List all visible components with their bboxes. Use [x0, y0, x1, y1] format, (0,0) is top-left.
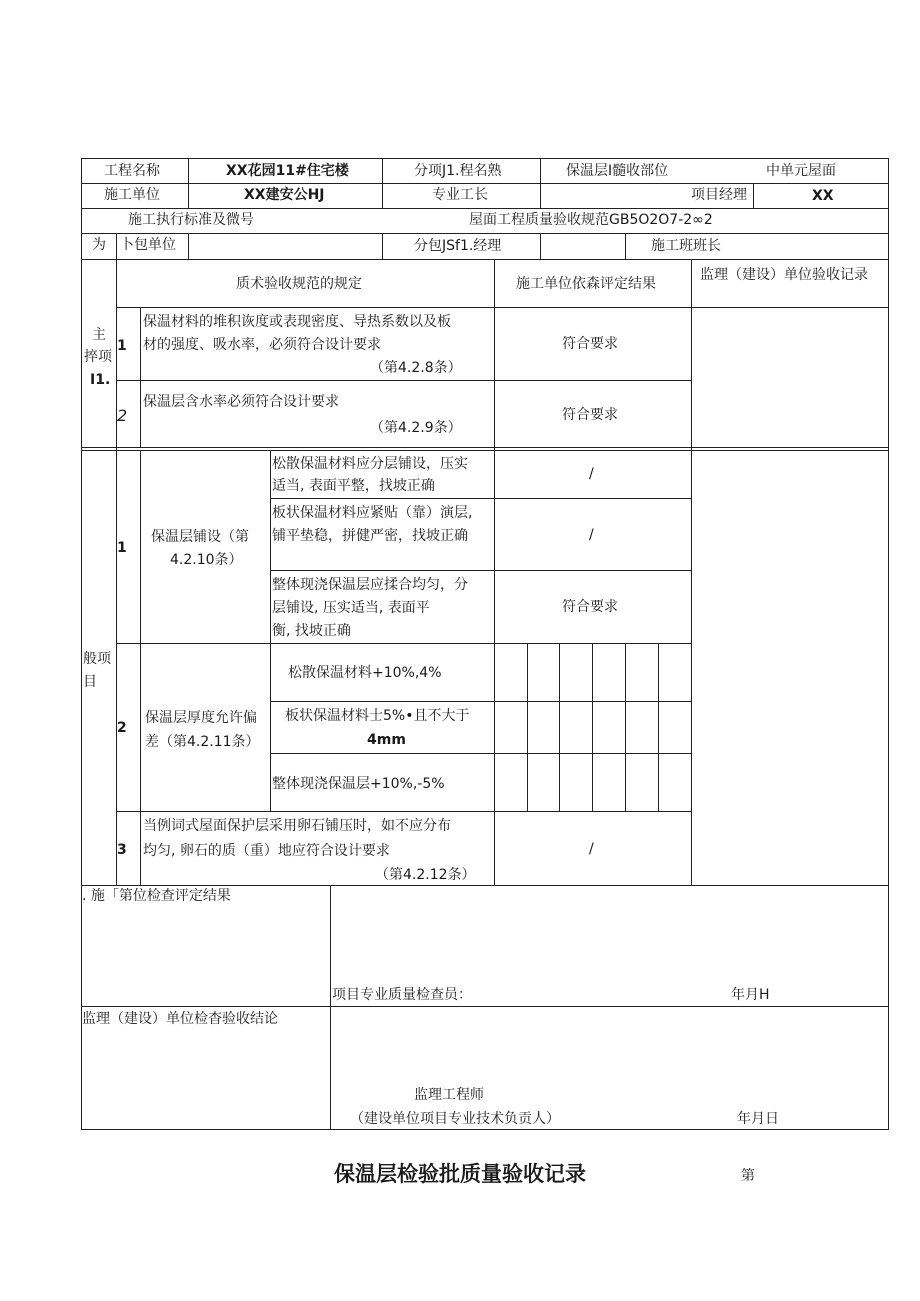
- general-group-1-no: 1: [117, 540, 127, 556]
- project-manager-value: XX: [812, 188, 834, 204]
- main-item-1-result: 符合要求: [562, 336, 618, 352]
- standard-label: 施工执行标准及微号: [128, 212, 254, 228]
- col-contractor-header: 施工单位依森评定结果: [516, 276, 656, 292]
- contractor-date: 年月H: [731, 987, 770, 1003]
- general-group-1-title-2: 4.2.10条）: [170, 552, 243, 568]
- main-items-label-3: I1.: [90, 372, 111, 388]
- supervisor-date: 年月日: [737, 1111, 779, 1127]
- main-item-2-clause: （第4.2.9条）: [370, 420, 462, 436]
- subcontract-manager-label: 分包JSf1.经理: [414, 238, 502, 254]
- project-name-value: XX花园11#住宅楼: [226, 163, 349, 179]
- general-1b-line2: 铺平垫稳，拼健严密，找坡正确: [272, 528, 468, 544]
- general-group-2-title-2: 差（第4.2.11条）: [145, 734, 260, 750]
- general-item-3-line2: 均匀, 卵石的质（重）地应符合设计要求: [143, 843, 390, 859]
- construction-unit-value: XX建安公HJ: [244, 187, 325, 203]
- inspection-part-label: 保温层I髓收部位: [566, 163, 669, 179]
- project-name-label: 工程名称: [104, 163, 160, 179]
- general-item-3-clause: （第4.2.12条）: [375, 867, 476, 883]
- contractor-inspector-label: 项目专业质量检查员：: [332, 987, 472, 1003]
- general-1b-line1: 板状保温材料应紧贴（靠）演层,: [272, 505, 473, 521]
- foreman-label: 专业工长: [432, 187, 488, 203]
- general-1c-line1: 整体现浇保温层应揉合均匀，分: [272, 577, 468, 593]
- col-supervisor-header: 监理（建设）单位验收记录: [700, 267, 868, 283]
- subcontract-prefix: 为: [92, 237, 106, 253]
- general-1a-line1: 松散保温材料应分层铺设，压实: [272, 456, 468, 472]
- project-manager-label: 项目经理: [691, 187, 747, 203]
- main-item-1-clause: （第4.2.8条）: [370, 360, 462, 376]
- general-group-2-no: 2: [117, 720, 127, 736]
- supervisor-rep-label: （建设单位项目专业技术负贡人）: [350, 1111, 560, 1127]
- general-item-3-line1: 当例词式屋面保护层采用卵石铺压时，如不应分布: [143, 818, 451, 834]
- general-2b-line1: 板状保温材料士5%•且不大于: [285, 708, 470, 724]
- supervisor-engineer-label: 监理工程师: [414, 1087, 484, 1103]
- team-leader-label: 施工班班长: [651, 238, 721, 254]
- general-1a-line2: 适当, 表面平整，找坡正确: [272, 478, 435, 494]
- main-item-1-line2: 材的强度、吸水率，必须符合设计要求: [143, 337, 381, 353]
- general-1c-line3: 衡, 找坡正确: [272, 623, 351, 639]
- general-1c-result: 符合要求: [562, 599, 618, 615]
- document-title: 保温层检验批质量验收记录: [334, 1162, 586, 1186]
- main-items-label-1: 主: [92, 327, 106, 343]
- general-2c-line1: 整体现浇保温层+10%,-5%: [272, 776, 445, 792]
- main-item-2-result: 符合要求: [562, 407, 618, 423]
- general-item-3-no: 3: [117, 842, 127, 858]
- general-2b-line2: 4mm: [367, 732, 406, 748]
- sub-project-label: 分项J1.程名熟: [414, 163, 502, 179]
- main-item-1-line1: 保温材料的堆积诙度或表现密度、导热系数以及板: [143, 314, 451, 330]
- subcontract-unit-label: 卜包单位: [120, 237, 176, 253]
- main-items-label-2: 捽项: [84, 349, 112, 365]
- general-2a-line1: 松散保温材料+10%,4%: [288, 665, 442, 681]
- main-item-1-no: 1: [117, 338, 127, 354]
- general-item-3-result: /: [589, 841, 594, 857]
- general-group-2-title-1: 保温层厚度允许偏: [145, 710, 257, 726]
- standard-value: 屋面工程质量验收规范GB5O2O7-2∞2: [469, 212, 713, 228]
- col-spec-header: 质术验收规范的规定: [236, 276, 362, 292]
- general-items-label-1: 般项: [83, 651, 111, 667]
- general-group-1-title-1: 保温层铺设（第: [151, 529, 249, 545]
- contractor-check-label: . 施「第位检查评定结果: [82, 888, 231, 904]
- general-1c-line2: 层铺设, 压实适当, 表面平: [272, 600, 430, 616]
- supervisor-check-label: 监理（建设）单位检杳验收结论: [82, 1011, 278, 1027]
- page-label: 第: [741, 1168, 755, 1184]
- general-1a-result: /: [589, 466, 594, 482]
- main-item-2-no: 2: [117, 406, 128, 425]
- main-item-2-line1: 保温层含水率必须符合设计要求: [143, 394, 339, 410]
- construction-unit-label: 施工单位: [104, 187, 160, 203]
- general-items-label-2: 目: [83, 674, 97, 690]
- general-1b-result: /: [589, 527, 594, 543]
- inspection-part-value: 中单元屋面: [766, 163, 836, 179]
